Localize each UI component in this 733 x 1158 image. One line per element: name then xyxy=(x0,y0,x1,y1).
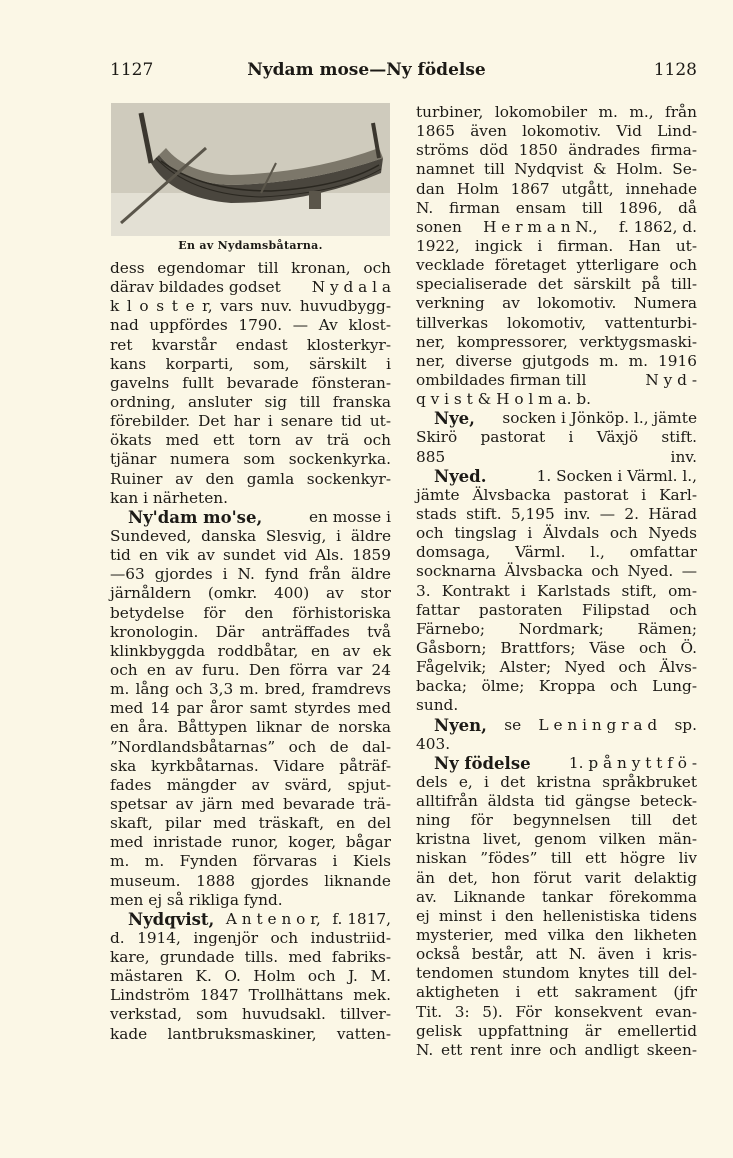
text-line: m. lång och 3,3 m. bred, framdrevs xyxy=(110,680,391,699)
text-line: N. ett rent inre och andligt skeen- xyxy=(416,1040,697,1059)
keyword-nydala: N y d a l a xyxy=(311,278,391,297)
text-line: namnet till Nydqvist & Holm. Se- xyxy=(416,160,697,179)
text-line: mästaren K. O. Holm och J. M. xyxy=(110,967,391,986)
boat-illustration-icon xyxy=(111,103,390,236)
text-line: skaft, pilar med träskaft, en del xyxy=(110,814,391,833)
headword-nyen: Nyen, xyxy=(434,715,487,735)
text-line: museum. 1888 gjordes liknande xyxy=(110,871,391,890)
text-line: ej minst i den hellenistiska tidens xyxy=(416,906,697,925)
page-number-right: 1128 xyxy=(653,60,697,80)
text-line: 885 inv. xyxy=(416,447,697,466)
text-line: tid en vik av sundet vid Als. 1859 xyxy=(110,546,391,565)
text-line: ökats med ett torn av trä och xyxy=(110,431,391,450)
text-line: dess egendomar till kronan, och xyxy=(110,259,391,277)
text-line xyxy=(110,910,391,929)
text-line xyxy=(416,371,697,390)
text-line: ströms död 1850 ändrades firma- xyxy=(416,141,697,160)
text-span: därav bildades godset xyxy=(110,278,281,297)
text-line: än det, hon förut varit delaktig xyxy=(416,868,697,887)
text-line: men ej så rikliga fynd. xyxy=(110,890,283,909)
text-line: Sundeved, danska Slesvig, i äldre xyxy=(110,526,391,545)
text-line: Gåsborn; Brattfors; Väse och Ö. xyxy=(416,638,697,657)
text-line: socknarna Älvsbacka och Nyed. — xyxy=(416,562,697,581)
text-line: ”Nordlandsbåtarnas” och de dal- xyxy=(110,737,391,756)
headword-nye: Nye, xyxy=(434,409,475,429)
text-span: se xyxy=(504,715,522,734)
text-line: verkning av lokomotiv. Numera xyxy=(416,294,697,313)
text-line: Lindström 1847 Trollhättans mek. xyxy=(110,986,391,1005)
text-line: kristna livet, genom vilken män- xyxy=(416,830,697,849)
text-line: m. m. Fynden förvaras i Kiels xyxy=(110,852,391,871)
figure-caption: En av Nydamsbåtarna. xyxy=(178,239,323,252)
text-span: f. 1862, d. xyxy=(618,217,697,236)
keyword-nydqvist: N y d - xyxy=(645,370,697,389)
text-line: ordning, ansluter sig till franska xyxy=(110,392,391,411)
keyword-leningrad: L e n i n g r a d xyxy=(538,715,658,734)
text-line xyxy=(110,278,391,297)
text-line: ret kvarstår endast klosterkyr- xyxy=(110,335,391,354)
text-line: dan Holm 1867 utgått, innehade xyxy=(416,179,697,198)
text-line xyxy=(416,218,697,237)
left-column xyxy=(110,103,391,1044)
text-line: och en av furu. Den förra var 24 xyxy=(110,660,391,679)
text-line: nad uppfördes 1790. — Av klost- xyxy=(110,316,391,335)
text-span: f. 1817, xyxy=(332,909,391,928)
text-span: socken i Jönköp. l., jämte xyxy=(502,409,697,428)
text-line: vecklade företaget ytterligare och xyxy=(416,256,697,275)
text-line: kans korparti, som, särskilt i xyxy=(110,354,391,373)
text-line: aktigheten i ett sakrament (jfr xyxy=(416,983,697,1002)
text-line: Tit. 3: 5). För konsekvent evan- xyxy=(416,1002,697,1021)
text-line: Färnebo; Nordmark; Rämen; xyxy=(416,619,697,638)
text-span: sp. xyxy=(674,715,697,734)
text-line: ner, kompressorer, verktygsmaski- xyxy=(416,332,697,351)
name-antenor: A n t e n o r, xyxy=(225,909,321,928)
text-line: kan i närheten. xyxy=(110,488,228,507)
name-herman: H e r m a n N., xyxy=(483,217,598,236)
text-line: klinkbyggda roddbåtar, en av ek xyxy=(110,641,391,660)
text-line xyxy=(110,508,391,527)
text-line: Fågelvik; Alster; Nyed och Älvs- xyxy=(416,658,697,677)
text-line: kade lantbruksmaskiner, vatten- xyxy=(110,1024,391,1043)
text-line: alltifrån äldsta tid gängse beteck- xyxy=(416,792,697,811)
text-line: med 14 par åror samt styrdes med xyxy=(110,699,391,718)
text-line: fattar pastoraten Filipstad och xyxy=(416,600,697,619)
text-line: backa; ölme; Kroppa och Lung- xyxy=(416,677,697,696)
text-line: k l o s t e r, vars nuv. huvudbygg- xyxy=(110,297,391,316)
text-line: spetsar av järn med bevarade trä- xyxy=(110,794,391,813)
text-line: tendomen stundom knytes till del- xyxy=(416,964,697,983)
text-line: förebilder. Det har i senare tid ut- xyxy=(110,412,391,431)
keyword-qvist: q v i s t & H o l m a. b. xyxy=(416,390,592,409)
text-line: betydelse för den förhistoriska xyxy=(110,603,391,622)
text-line: kare, grundade tills. med fabriks- xyxy=(110,948,391,967)
text-line: kronologin. Där anträffades två xyxy=(110,622,391,641)
text-line: sund. xyxy=(416,696,459,715)
text-line: 403. xyxy=(416,734,451,753)
page-number-left: 1127 xyxy=(110,60,154,80)
text-line: tillverkas lokomotiv, vattenturbi- xyxy=(416,313,697,332)
text-span: sonen xyxy=(416,217,462,236)
left-body-text xyxy=(110,259,391,1044)
text-line: gelisk uppfattning är emellertid xyxy=(416,1021,697,1040)
text-line xyxy=(416,467,697,486)
text-span: en mosse i xyxy=(309,507,391,526)
right-body-text xyxy=(416,103,697,1060)
text-line: stads stift. 5,195 inv. — 2. Härad xyxy=(416,504,697,523)
text-line: 3. Kontrakt i Karlstads stift, om- xyxy=(416,581,697,600)
keyword-panyttfodelse: 1. p å n y t t f ö - xyxy=(568,753,697,772)
text-line: jämte Älvsbacka pastorat i Karl- xyxy=(416,485,697,504)
right-column xyxy=(416,103,697,1060)
text-line: gavelns fullt bevarade fönsteran- xyxy=(110,373,391,392)
text-line: N. firman ensam till 1896, då xyxy=(416,198,697,217)
text-line: och tingslag i Älvdals och Nyeds xyxy=(416,524,697,543)
headword-ny-fodelse: Ny födelse xyxy=(434,753,531,773)
headword-nydqvist: Nydqvist, xyxy=(128,909,215,929)
text-line xyxy=(416,754,697,773)
text-line: också består, att N. även i kris- xyxy=(416,945,697,964)
text-line: en åra. Båttypen liknar de norska xyxy=(110,718,391,737)
text-line: turbiner, lokomobiler m. m., från xyxy=(416,103,697,121)
text-line: tjänar numera som sockenkyrka. xyxy=(110,450,391,469)
text-line: ning för begynnelsen till det xyxy=(416,811,697,830)
text-line: järnåldern (omkr. 400) av stor xyxy=(110,584,391,603)
text-line: av. Liknande tankar förekomma xyxy=(416,887,697,906)
text-line xyxy=(416,409,697,428)
text-line: niskan ”födes” till ett högre liv xyxy=(416,849,697,868)
text-line: 1865 även lokomotiv. Vid Lind- xyxy=(416,122,697,141)
text-line: ska kyrkbåtarnas. Vidare påträf- xyxy=(110,756,391,775)
boat-figure xyxy=(111,103,390,236)
text-line: fades mängder av svärd, spjut- xyxy=(110,775,391,794)
text-line: med inristade runor, koger, bågar xyxy=(110,833,391,852)
headword-nyed: Nyed. xyxy=(434,466,487,486)
text-line xyxy=(416,716,697,735)
text-line: 1922, ingick i firman. Han ut- xyxy=(416,236,697,255)
text-line: dels e, i det kristna språkbruket xyxy=(416,772,697,791)
page-title: Nydam mose—Ny födelse xyxy=(247,60,486,80)
text-line: —63 gjordes i N. fynd från äldre xyxy=(110,565,391,584)
text-line: Ruiner av den gamla sockenkyr- xyxy=(110,469,391,488)
text-line: specialiserade det särskilt på till- xyxy=(416,275,697,294)
text-line: mysterier, med vilka den likheten xyxy=(416,926,697,945)
text-line: domsaga, Värml. l., omfattar xyxy=(416,543,697,562)
text-line: d. 1914, ingenjör och industriid- xyxy=(110,928,391,947)
text-line: ner, diverse gjutgods m. m. 1916 xyxy=(416,351,697,370)
text-line: verkstad, som huvudsakl. tillver- xyxy=(110,1005,391,1024)
page-header xyxy=(0,60,733,84)
headword-nydam-mose: Ny'dam mo'se, xyxy=(128,507,263,527)
text-line: Skirö pastorat i Växjö stift. xyxy=(416,428,697,447)
text-span: ombildades firman till xyxy=(416,370,587,389)
text-span: 1. Socken i Värml. l., xyxy=(536,466,697,485)
